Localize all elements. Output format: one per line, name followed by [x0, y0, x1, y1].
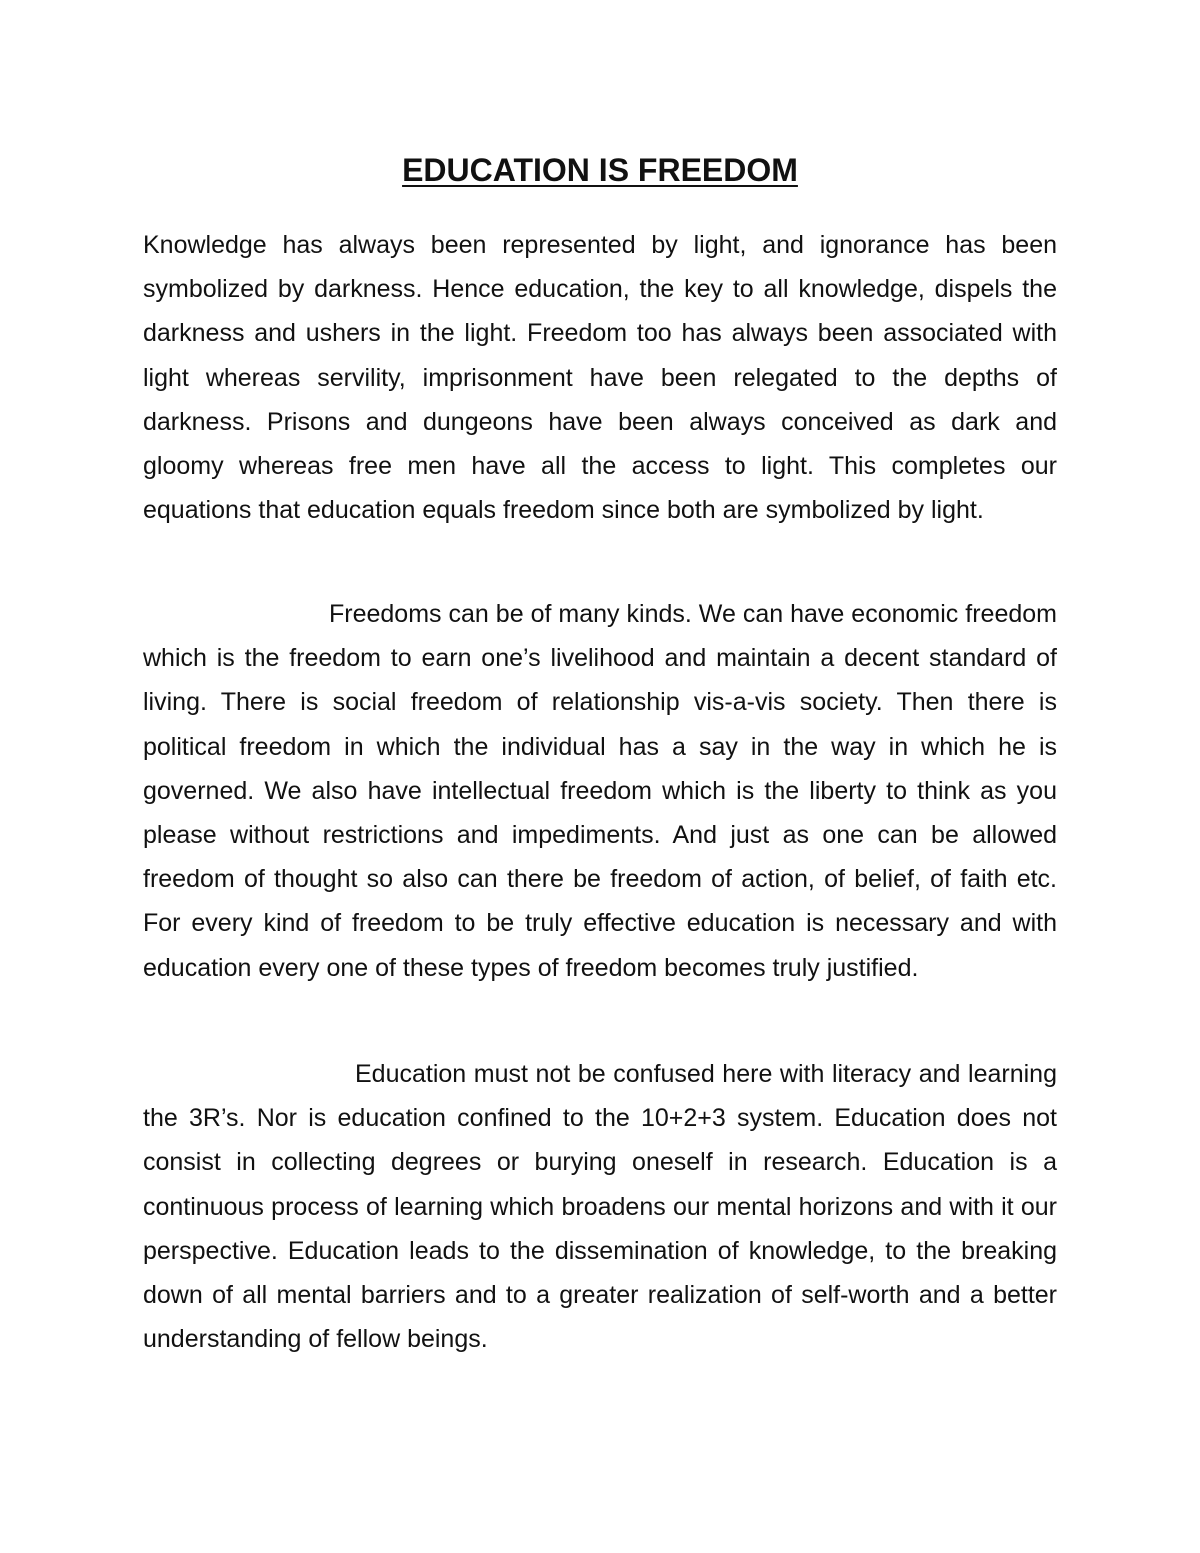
paragraph-2: Freedoms can be of many kinds. We can have economic freedom which is the freedom to earn one’s livelihood and maintain a decent standard of living. There is social freedom of relationship vis-a-vis society. Then there is political freedom in which the individual has a say in the way in which he is governed. We also have intellectual freedom which is the liberty to think as you please without restrictions and impediments. And just as one can be allowed freedom of thought so also can there be freedom of action, of belief, of faith etc. For every kind of freedom to be truly effective education is necessary and with education every one of these types of freedom becomes truly justified.: [143, 600, 1057, 982]
paragraph-3: Education must not be confused here with literacy and learning the 3R’s. Nor is education confined to the 10+2+3 system. Education does not consist in collecting degrees or burying oneself in research. Education is a continuous process of learning which broadens our mental horizons and with it our perspective. Education leads to the dissemination of knowledge, to the breaking down of all mental barriers and to a greater realization of self-worth and a better understanding of fellow beings.: [143, 1060, 1057, 1354]
document-title: EDUCATION IS FREEDOM: [402, 152, 798, 188]
paragraph-1: Knowledge has always been represented by light, and ignorance has been symbolized by darkness. Hence education, the key to all knowledge, dispels the darkness and ushers in the light. Freedom too has always been associated with light whereas servility, imprisonment have been relegated to the depths of darkness. Prisons and dungeons have been always conceived as dark and gloomy whereas free men have all the access to light. This completes our equations that education equals freedom since both are symbolized by light.: [143, 231, 1057, 525]
